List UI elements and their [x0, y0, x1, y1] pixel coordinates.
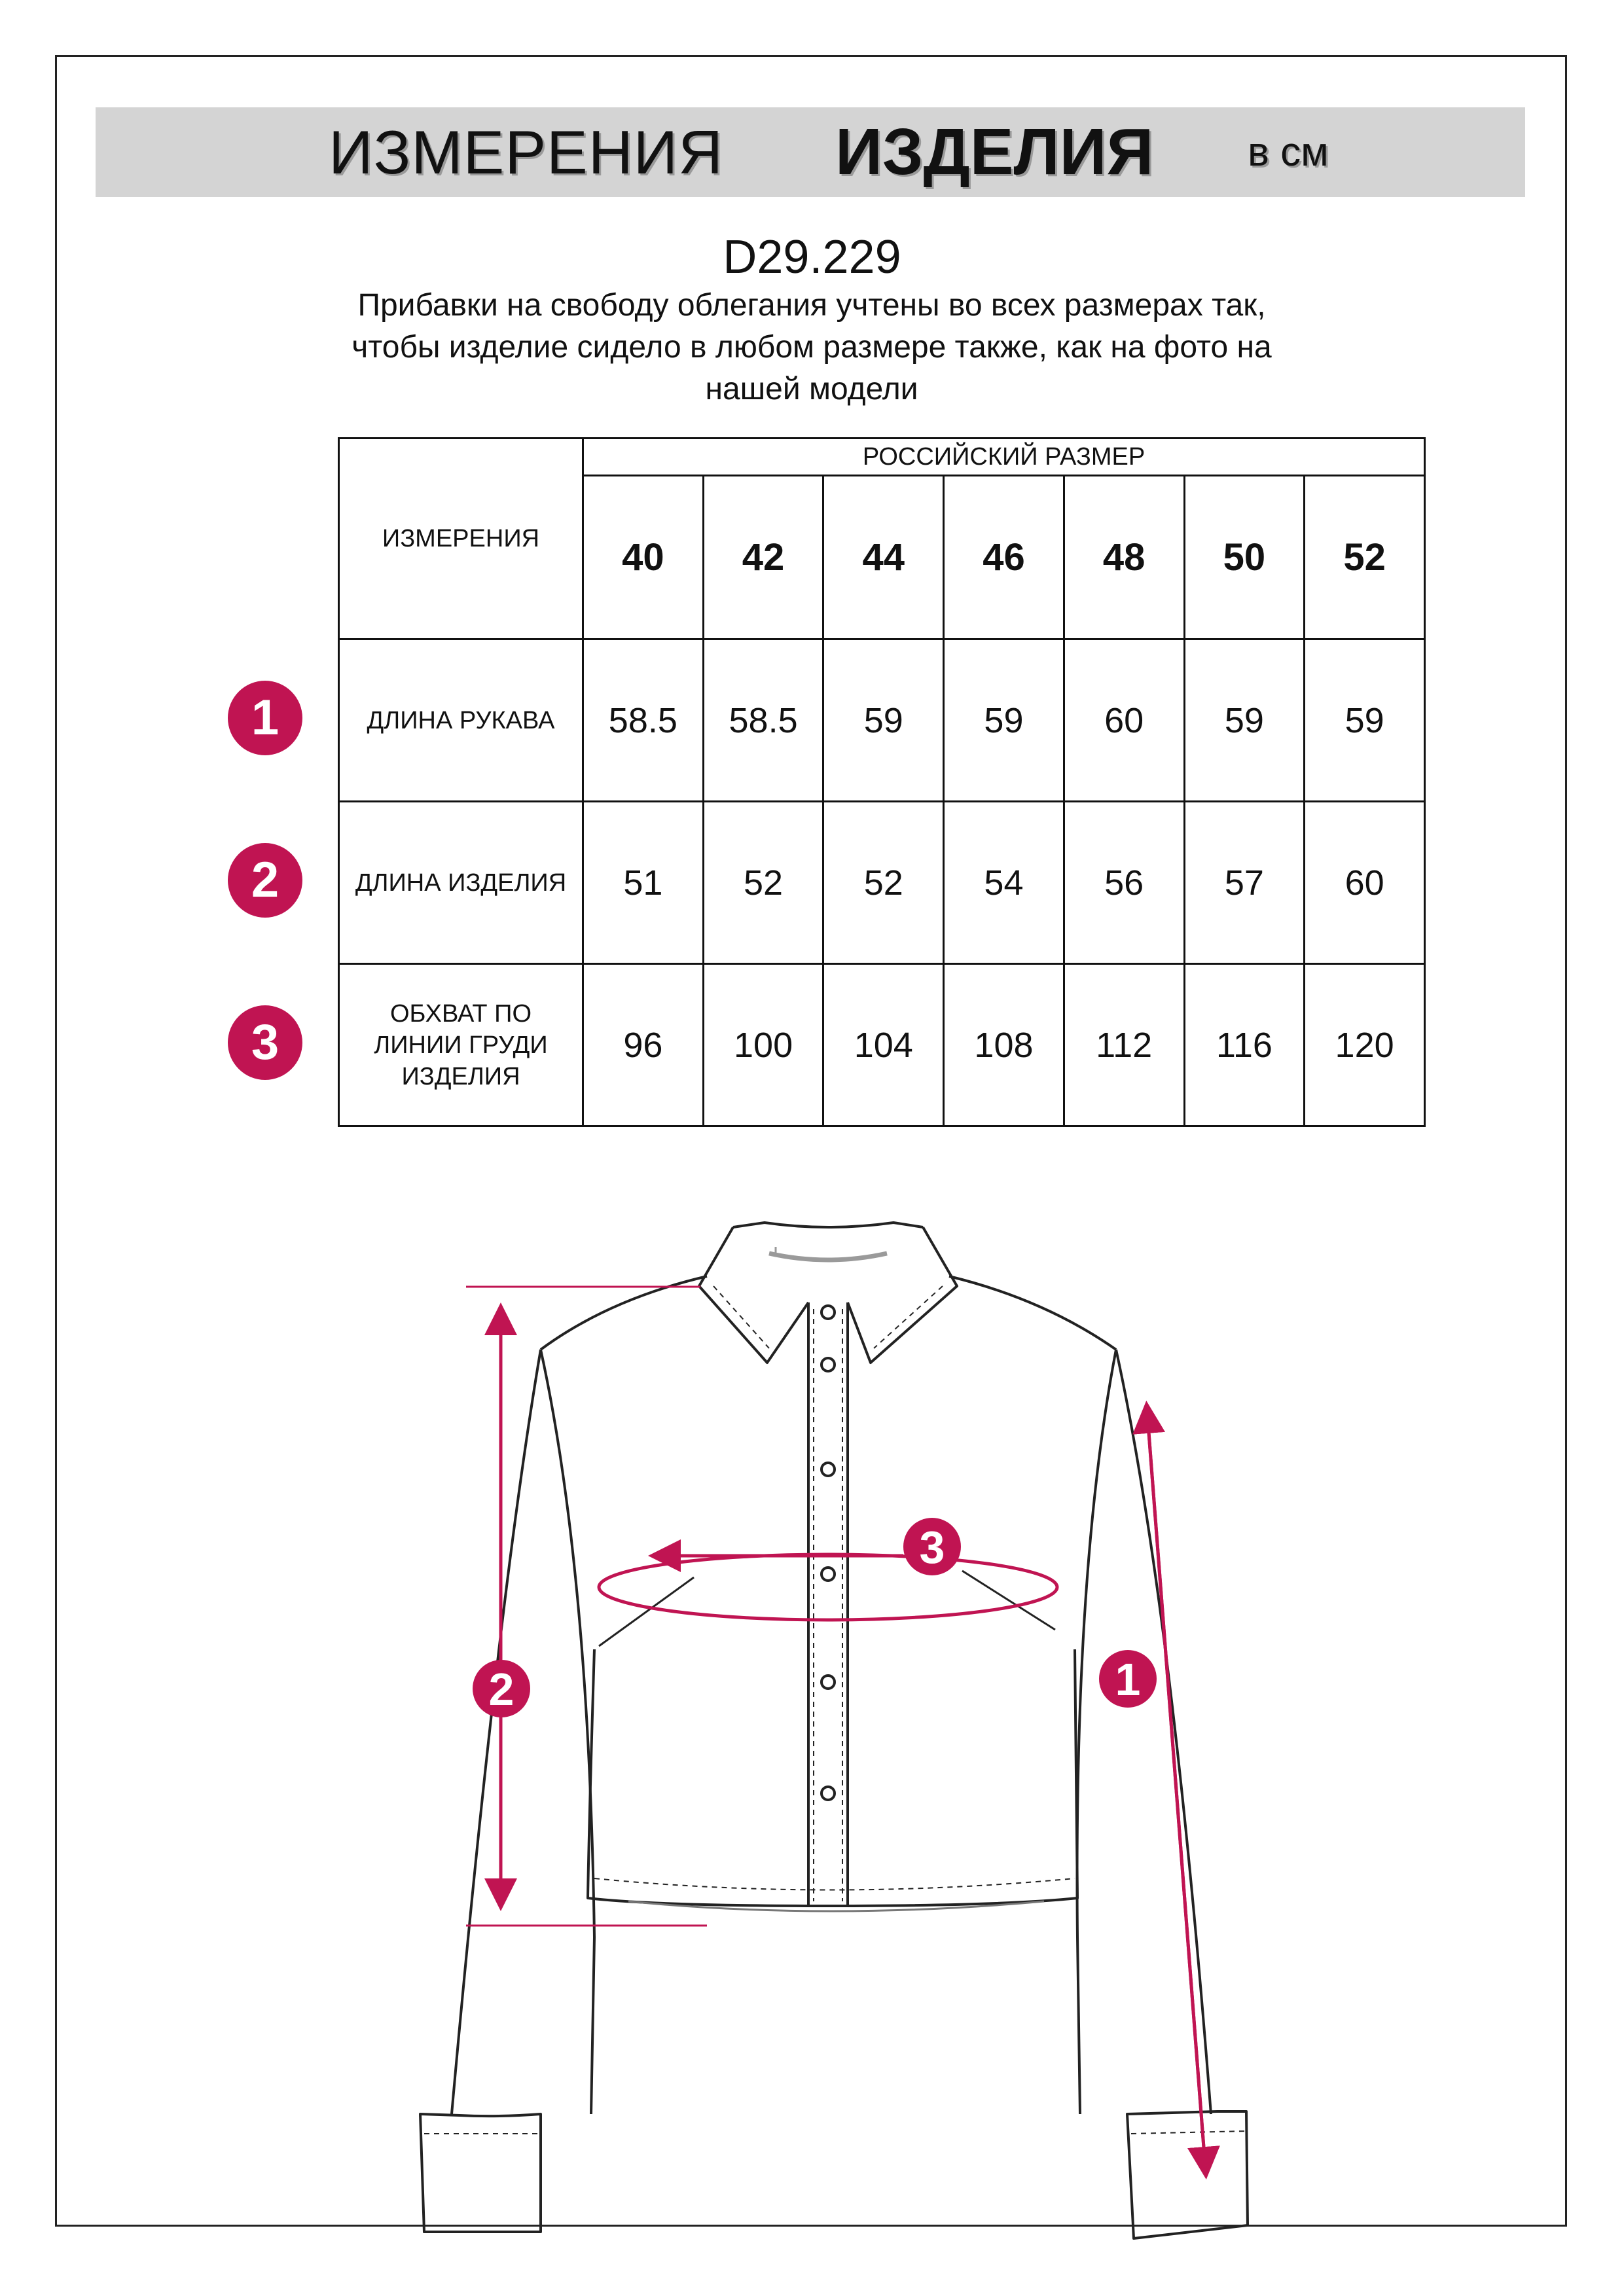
- size-header: 42: [703, 476, 823, 639]
- cell-value: 112: [1064, 964, 1184, 1126]
- cell-value: 120: [1305, 964, 1425, 1126]
- cell-value: 56: [1064, 802, 1184, 964]
- title-word-garment: ИЗДЕЛИЯ: [835, 115, 1154, 188]
- cell-value: 104: [823, 964, 944, 1126]
- cell-value: 59: [944, 639, 1064, 802]
- cell-value: 60: [1064, 639, 1184, 802]
- cell-value: 100: [703, 964, 823, 1126]
- title-unit: в см: [1248, 130, 1329, 175]
- measurements-header: ИЗМЕРЕНИЯ: [339, 439, 583, 639]
- marker-chest: 3: [919, 1522, 945, 1573]
- product-code: D29.229: [723, 231, 901, 283]
- size-header: 52: [1305, 476, 1425, 639]
- size-header: 40: [583, 476, 704, 639]
- size-header: 50: [1184, 476, 1305, 639]
- cell-value: 52: [823, 802, 944, 964]
- russian-size-header: РОССИЙСКИЙ РАЗМЕР: [583, 439, 1425, 476]
- cell-value: 51: [583, 802, 704, 964]
- button: [821, 1463, 835, 1476]
- cell-value: 52: [703, 802, 823, 964]
- cell-value: 59: [1184, 639, 1305, 802]
- cell-value: 116: [1184, 964, 1305, 1126]
- shirt-outline: [420, 1223, 1248, 2238]
- marker-sleeve: 1: [1115, 1654, 1141, 1705]
- diagram-markers: [473, 1518, 1157, 1717]
- measurement-lines: [466, 1287, 1206, 2173]
- sleeve-arrow-up: [1147, 1407, 1206, 2173]
- row-label-sleeve-length: ДЛИНА РУКАВА: [339, 639, 583, 802]
- cell-value: 108: [944, 964, 1064, 1126]
- size-header: 46: [944, 476, 1064, 639]
- cell-value: 58.5: [703, 639, 823, 802]
- title-word-measurements: ИЗМЕРЕНИЯ: [329, 118, 724, 187]
- fit-note-line: Прибавки на свободу облегания учтены во всех размерах так,: [357, 288, 1266, 323]
- row-label-chest-girth: ОБХВАТ ПО ЛИНИИ ГРУДИ ИЗДЕЛИЯ: [339, 964, 583, 1126]
- row-number-badge: 1: [228, 681, 302, 755]
- cell-value: 59: [1305, 639, 1425, 802]
- button: [821, 1358, 835, 1371]
- size-header: 48: [1064, 476, 1184, 639]
- fit-note-line: чтобы изделие сидело в любом размере также, как на фото на: [352, 330, 1272, 365]
- cell-value: 59: [823, 639, 944, 802]
- cell-value: 54: [944, 802, 1064, 964]
- row-number-badge: 2: [228, 843, 302, 918]
- button: [821, 1306, 835, 1319]
- row-number-badge: 3: [228, 1005, 302, 1080]
- row-label-garment-length: ДЛИНА ИЗДЕЛИЯ: [339, 802, 583, 964]
- cell-value: 58.5: [583, 639, 704, 802]
- fit-note-line: нашей модели: [705, 372, 918, 406]
- button: [821, 1568, 835, 1581]
- cell-value: 57: [1184, 802, 1305, 964]
- cell-value: 96: [583, 964, 704, 1126]
- cell-value: 60: [1305, 802, 1425, 964]
- size-header: 44: [823, 476, 944, 639]
- button: [821, 1676, 835, 1689]
- button: [821, 1787, 835, 1800]
- marker-length: 2: [488, 1664, 514, 1715]
